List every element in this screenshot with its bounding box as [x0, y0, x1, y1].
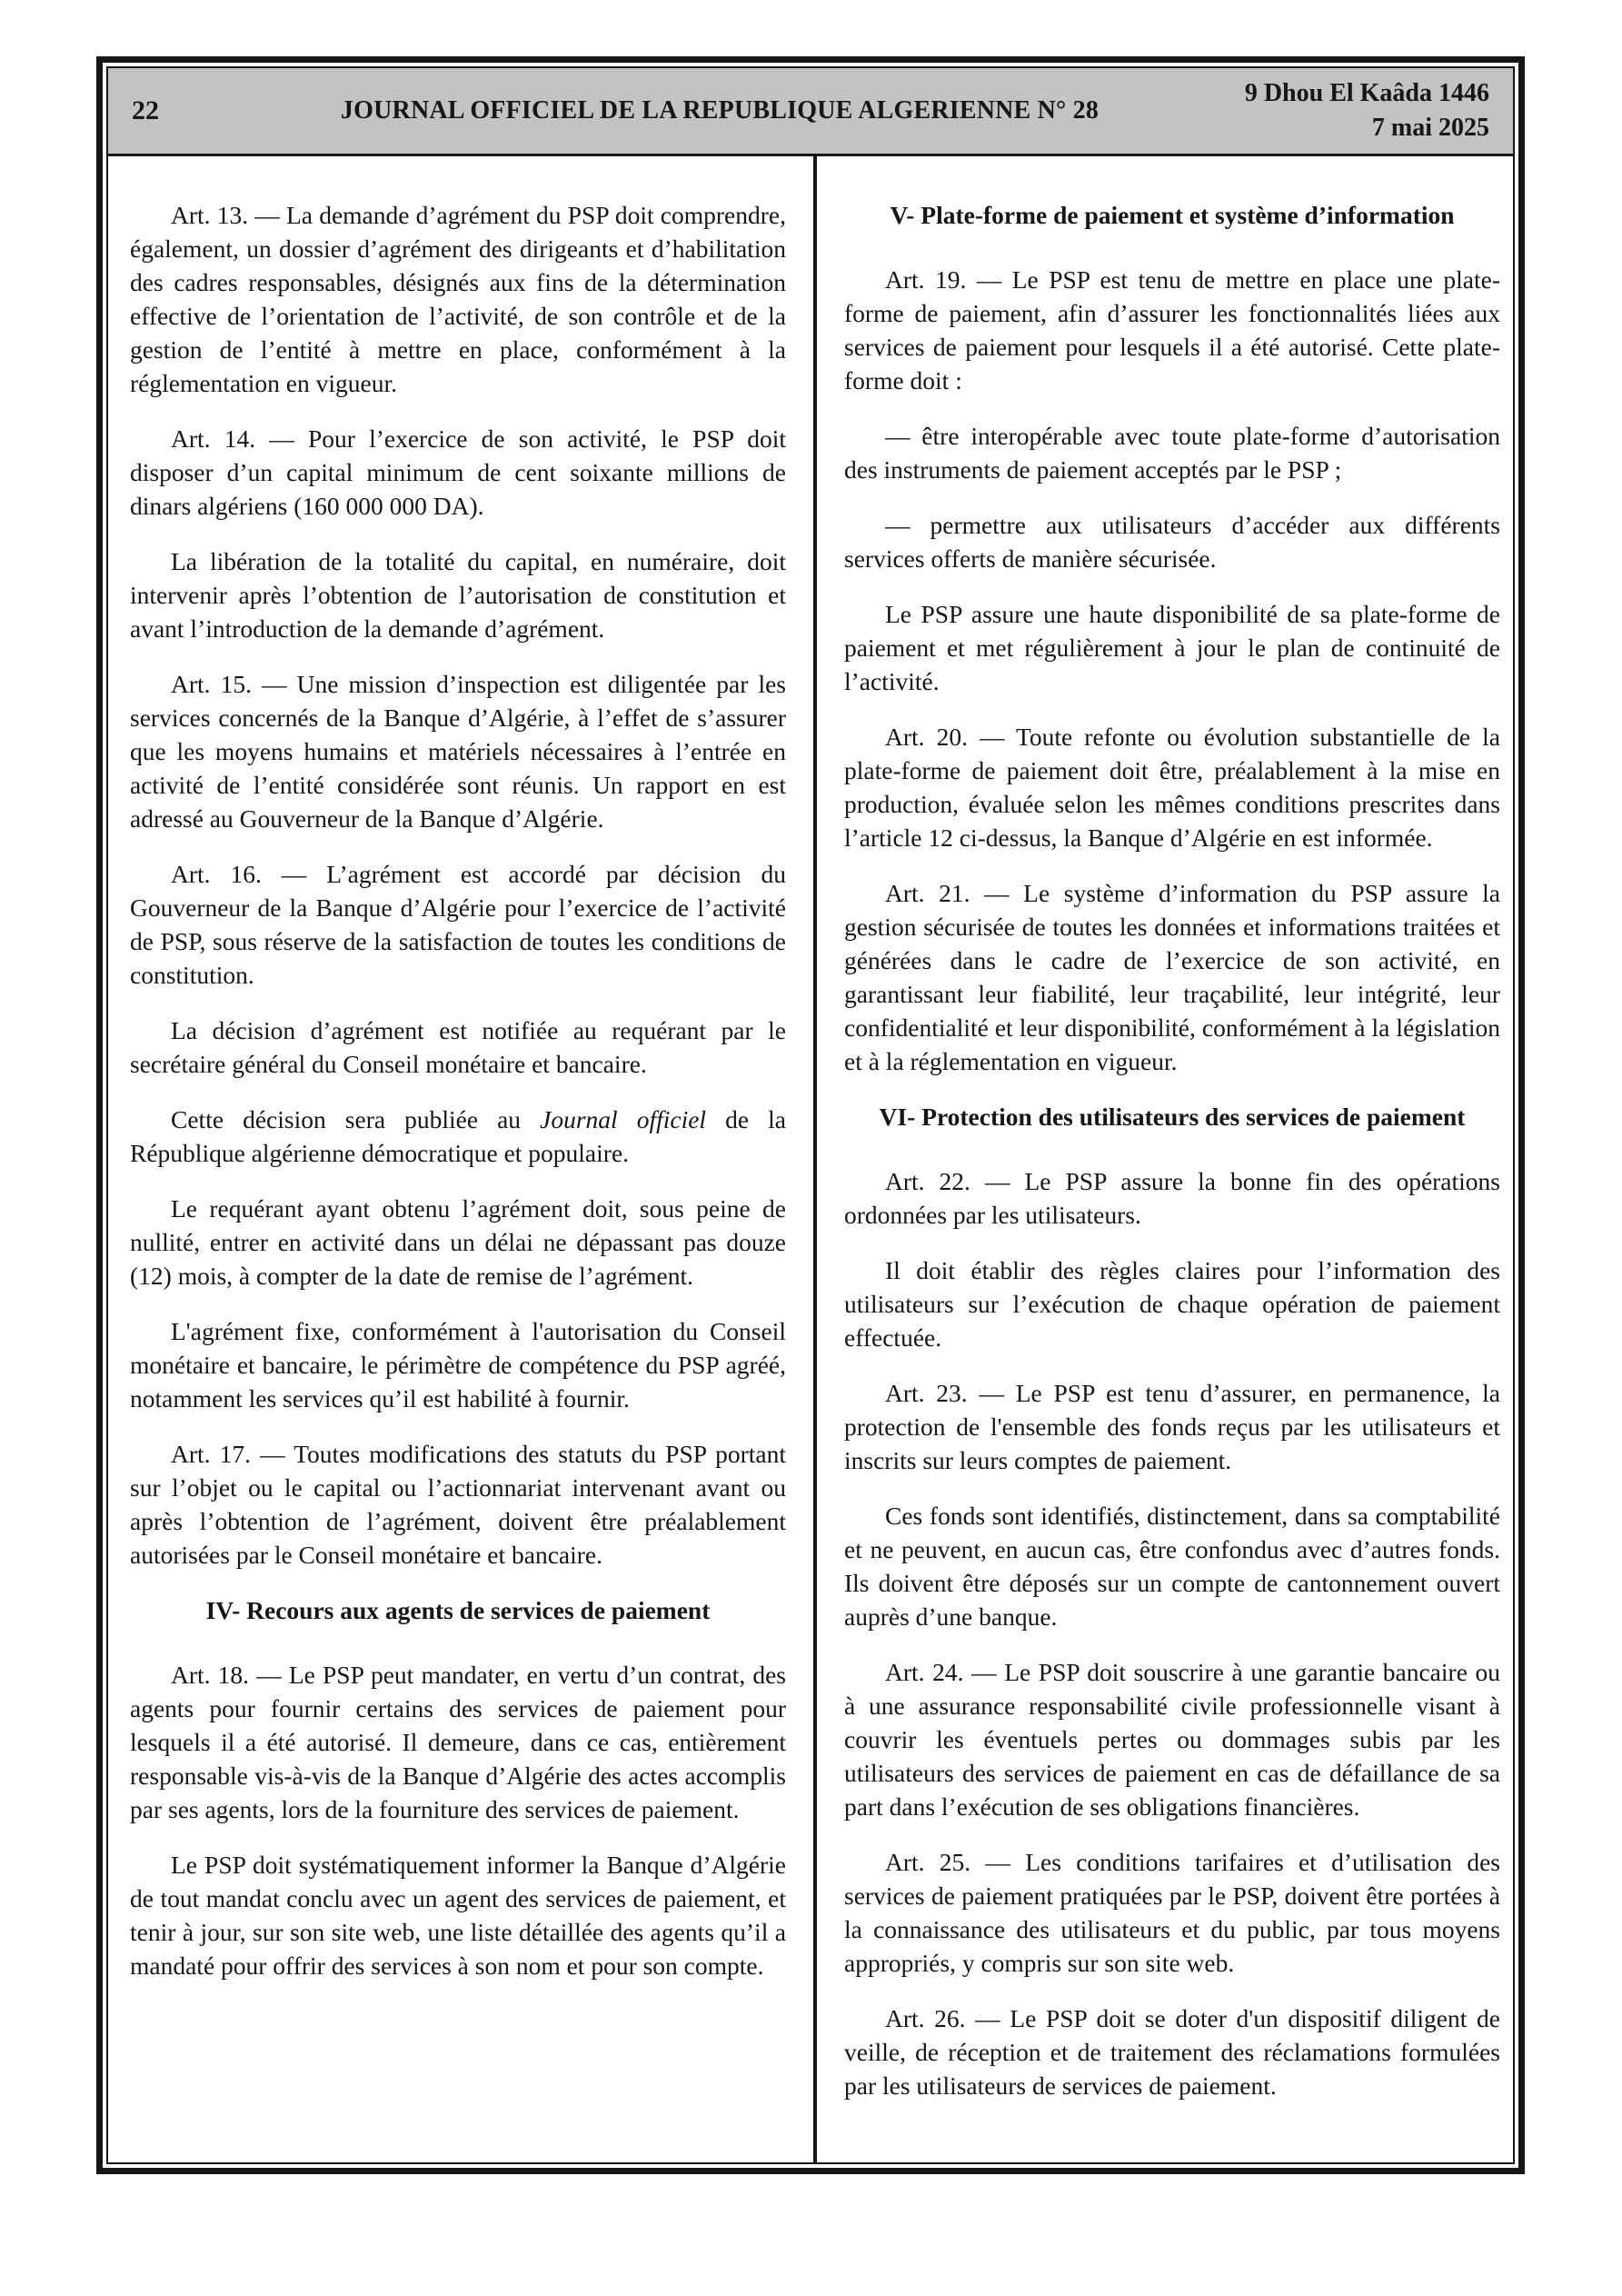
paragraph-art16: Art. 16. — L’agrément est accordé par décision du Gouverneur de la Banque d’Algérie pour l’exercice de l’activité de PSP, sous réserve de la satisfaction de toutes les conditions de constitution. [130, 860, 786, 989]
section-heading-vi: VI- Protection des utilisateurs des services de paiement [879, 1103, 1466, 1131]
journal-officiel-italic: Journal officiel [540, 1105, 707, 1133]
header-band [108, 68, 1513, 156]
publication-suffix: de la République algérienne démocratique et populaire. [130, 1105, 786, 1167]
left-column [108, 156, 813, 2162]
publication-prefix: Cette décision sera publiée au [171, 1105, 541, 1133]
paragraph-requerant: Le requérant ayant obtenu l’agrément doit, sous peine de nullité, entrer en activité dans un délai ne dépassant pas douze (12) mois, à compter de la date de remise de l’agrément. [130, 1194, 786, 1290]
list-item-permettre: — permettre aux utilisateurs d’accéder aux différents services offerts de manière sécurisée. [844, 511, 1500, 573]
paragraph-regles-claires: Il doit établir des règles claires pour l’information des utilisateurs sur l’exécution de chaque opération de paiement effectuée. [844, 1256, 1500, 1352]
paragraph-fonds-cantonnement: Ces fonds sont identifiés, distinctement, dans sa comptabilité et ne peuvent, en aucun cas, être confondus avec d’autres fonds. Ils doivent être déposés sur un compte de cantonnement ouvert auprès d’une banque. [844, 1502, 1500, 1631]
date-hijri: 9 Dhou El Kaâda 1446 [1244, 79, 1489, 107]
paragraph-psp-informer: Le PSP doit systématiquement informer la Banque d’Algérie de tout mandat conclu avec un agent des services de paiement, et tenir à jour, sur son site web, une liste détaillée des agents qu’il a mandaté pour offrir des services à son nom et pour son compte. [130, 1851, 786, 1980]
paragraph-art25: Art. 25. — Les conditions tarifaires et d’utilisation des services de paiement pratiquées par le PSP, doivent être portées à la connaissance des utilisateurs et du public, par tous moyens appropriés, y compris sur son site web. [844, 1848, 1500, 1977]
paragraph-liberation-capital: La libération de la totalité du capital, en numéraire, doit intervenir après l’obtention de l’autorisation de constitution et avant l’introduction de la demande d’agrément. [130, 547, 786, 643]
paragraph-disponibilite: Le PSP assure une haute disponibilité de sa plate-forme de paiement et met régulièrement à jour le plan de continuité de l’activité. [844, 600, 1500, 695]
paragraph-art19: Art. 19. — Le PSP est tenu de mettre en place une plate-forme de paiement, afin d’assurer les fonctionnalités liées aux services de paiement pour lesquels il a été autorisé. Cette plate-forme doit : [844, 265, 1500, 394]
paragraph-publication [130, 1103, 786, 1170]
paragraph-art21: Art. 21. — Le système d’information du PSP assure la gestion sécurisée de toutes les données et informations traitées et générées dans le cadre de l’exercice de son activité, en garantissant leur fiabilité, leur traçabilité, leur intégrité, leur confidentialité et leur disponibilité, conformément à la législation et à la réglementation en vigueur. [844, 879, 1500, 1075]
journal-title: JOURNAL OFFICIEL DE LA REPUBLIQUE ALGERIENNE N° 28 [340, 96, 1100, 125]
paragraph-decision-agrement: La décision d’agrément est notifiée au requérant par le secrétaire général du Conseil monétaire et bancaire. [130, 1016, 786, 1078]
date-gregorian: 7 mai 2025 [1371, 114, 1489, 142]
content-columns [108, 156, 1513, 2162]
paragraph-art15: Art. 15. — Une mission d’inspection est diligentée par les services concernés de la Banque d’Algérie, à l’effet de s’assurer que les moyens humains et matériels nécessaires à l’entrée en activité de l’entité considérée sont réunis. Un rapport en est adressé au Gouverneur de la Banque d’Algérie. [130, 670, 786, 833]
paragraph-art24: Art. 24. — Le PSP doit souscrire à une garantie bancaire ou à une assurance responsabilité civile professionnelle visant à couvrir les éventuels pertes ou dommages subis par les utilisateurs des services de paiement en cas de défaillance de sa part dans l’exécution de ses obligations financières. [844, 1658, 1500, 1821]
right-column [817, 156, 1513, 2162]
section-heading-v: V- Plate-forme de paiement et système d’information [890, 201, 1455, 229]
page-number: 22 [132, 95, 159, 125]
paragraph-art20: Art. 20. — Toute refonte ou évolution substantielle de la plate-forme de paiement doit être, préalablement à la mise en production, évaluée selon les mêmes conditions prescrites dans l’article 12 ci-dessus, la Banque d’Algérie en est informée. [844, 723, 1500, 852]
paragraph-art26: Art. 26. — Le PSP doit se doter d'un dispositif diligent de veille, de réception et de traitement des réclamations formulées par les utilisateurs de services de paiement. [844, 2004, 1500, 2100]
list-item-interoperable: — être interopérable avec toute plate-forme d’autorisation des instruments de paiement acceptés par le PSP ; [844, 422, 1500, 484]
paragraph-art22: Art. 22. — Le PSP assure la bonne fin des opérations ordonnées par les utilisateurs. [844, 1167, 1500, 1229]
section-heading-iv: IV- Recours aux agents de services de paiement [205, 1596, 711, 1624]
paragraph-art18: Art. 18. — Le PSP peut mandater, en vertu d’un contrat, des agents pour fournir certains des services de paiement pour lesquels il a été autorisé. Il demeure, dans ce cas, entièrement responsable vis-à-vis de la Banque d’Algérie des actes accomplis par ses agents, lors de la fourniture des services de paiement. [130, 1661, 786, 1823]
paragraph-art23: Art. 23. — Le PSP est tenu d’assurer, en permanence, la protection de l'ensemble des fonds reçus par les utilisateurs et inscrits sur leurs comptes de paiement. [844, 1379, 1500, 1474]
paragraph-art17: Art. 17. — Toutes modifications des statuts du PSP portant sur l’objet ou le capital ou l’actionnariat intervenant avant ou après l’obtention de l’agrément, doivent être préalablement autorisées par le Conseil monétaire et bancaire. [130, 1440, 786, 1569]
paragraph-agrement-fixe: L'agrément fixe, conformément à l'autorisation du Conseil monétaire et bancaire, le périmètre de compétence du PSP agréé, notamment les services qu’il est habilité à fournir. [130, 1317, 786, 1413]
issue-dates [1226, 76, 1489, 145]
page-frame-inner [106, 66, 1515, 2164]
paragraph-art14: Art. 14. — Pour l’exercice de son activité, le PSP doit disposer d’un capital minimum de cent soixante millions de dinars algériens (160 000 000 DA). [130, 424, 786, 520]
page-frame [96, 56, 1525, 2174]
paragraph-art13: Art. 13. — La demande d’agrément du PSP doit comprendre, également, un dossier d’agrément des dirigeants et d’habilitation des cadres responsables, désignés aux fins de la détermination effective de l’orientation de l’activité, de son contrôle et de la gestion de l’entité à mettre en place, conformément à la réglementation en vigueur. [130, 201, 786, 397]
